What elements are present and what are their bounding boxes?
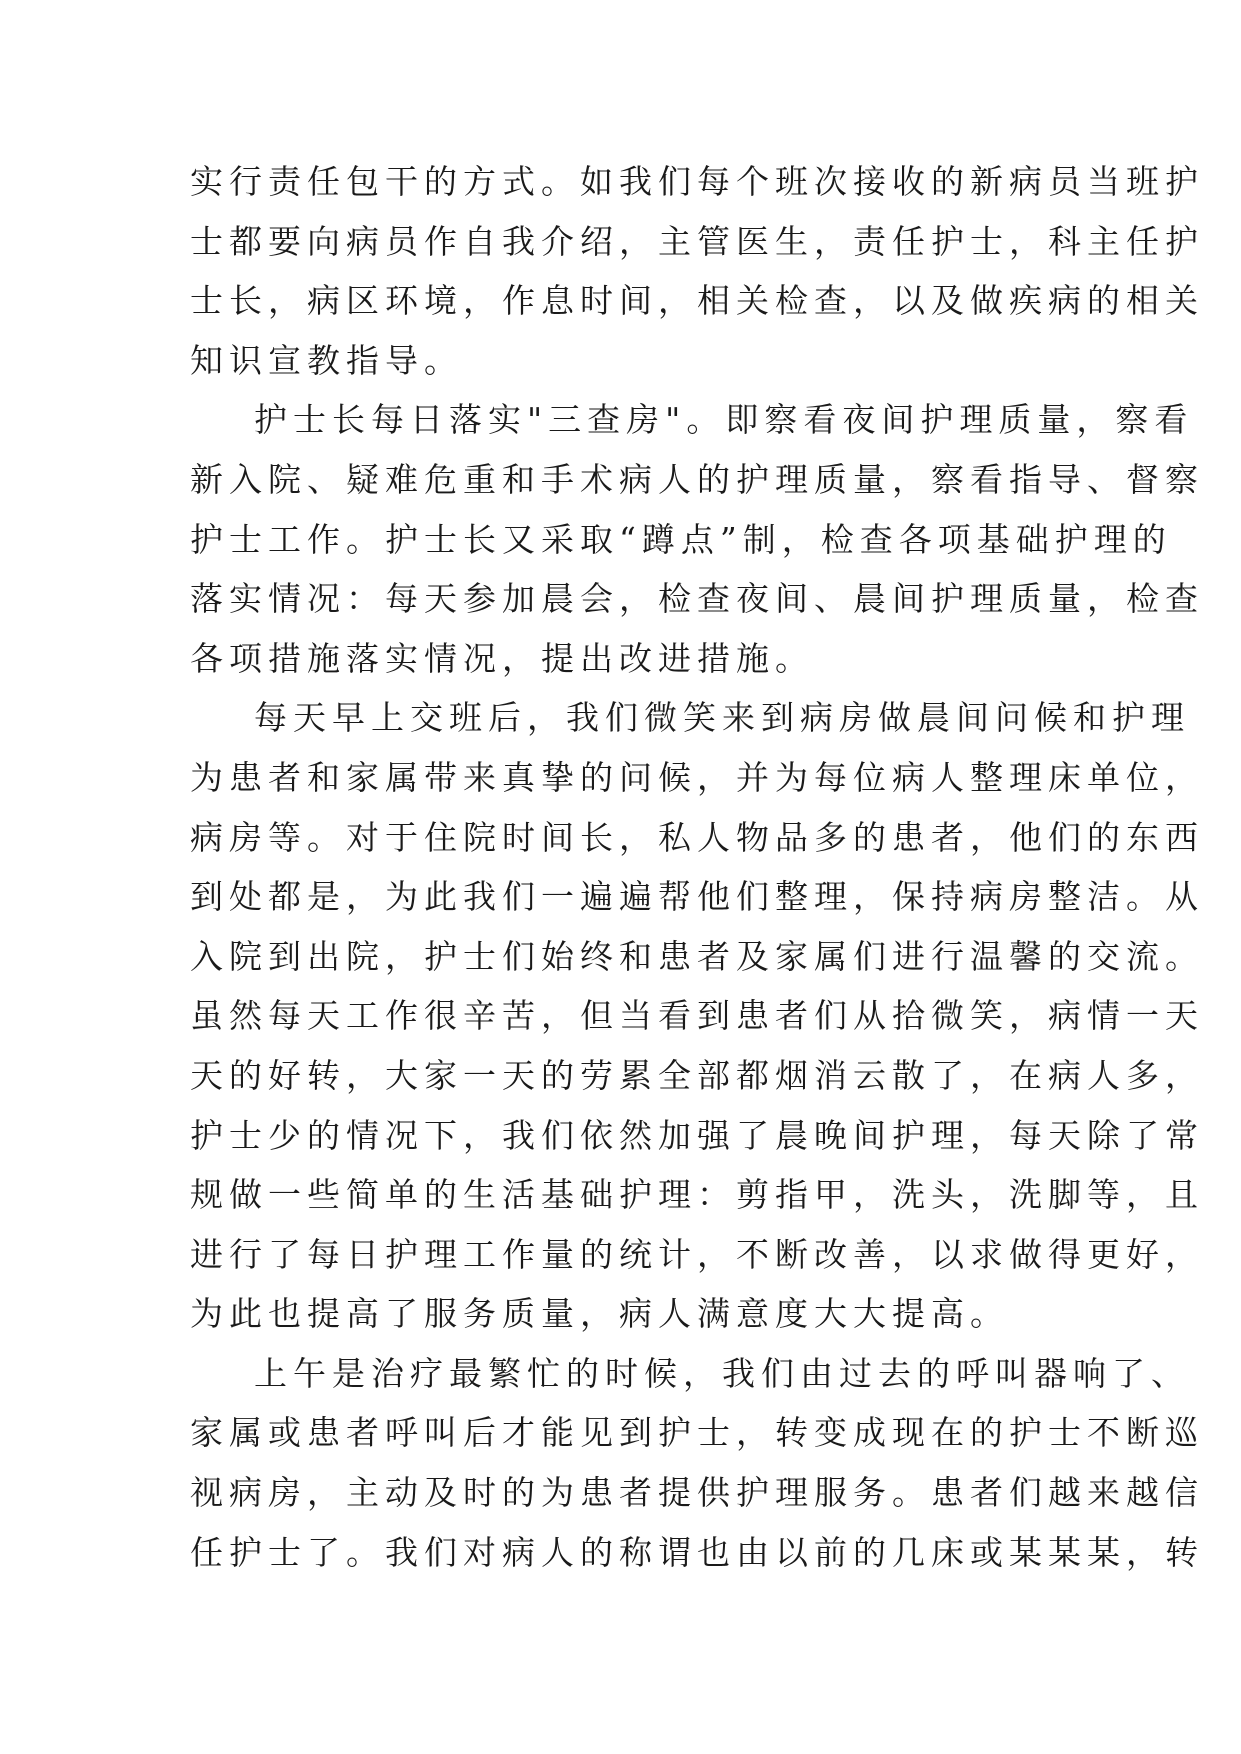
text-line: 进行了每日护理工作量的统计，不断改善，以求做得更好， — [190, 1234, 1204, 1274]
text-line: 士长，病区环境，作息时间，相关检查，以及做疾病的相关 — [190, 281, 1204, 321]
text-line: 任护士了。我们对病人的称谓也由以前的几床或某某某，转 — [190, 1532, 1204, 1572]
text-line: 家属或患者呼叫后才能见到护士，转变成现在的护士不断巡 — [190, 1413, 1204, 1453]
text-line: 到处都是，为此我们一遍遍帮他们整理，保持病房整洁。从 — [190, 877, 1204, 917]
paragraph-first-line: 护士长每日落实"三查房"。即察看夜间护理质量，察看 — [254, 400, 1194, 440]
text-line: 病房等。对于住院时间长，私人物品多的患者，他们的东西 — [190, 817, 1204, 857]
text-line: 实行责任包干的方式。如我们每个班次接收的新病员当班护 — [190, 162, 1204, 201]
text-line: 为此也提高了服务质量，病人满意度大大提高。 — [190, 1294, 1009, 1334]
text-line: 落实情况：每天参加晨会，检查夜间、晨间护理质量，检查 — [190, 579, 1204, 619]
paragraph-first-line: 每天早上交班后，我们微笑来到病房做晨间问候和护理 — [254, 698, 1190, 738]
text-line: 护士少的情况下，我们依然加强了晨晚间护理，每天除了常 — [190, 1115, 1204, 1155]
text-line: 知识宣教指导。 — [190, 340, 463, 380]
text-line: 士都要向病员作自我介绍，主管医生，责任护士，科主任护 — [190, 221, 1204, 261]
text-line: 视病房，主动及时的为患者提供护理服务。患者们越来越信 — [190, 1473, 1204, 1513]
text-line: 虽然每天工作很辛苦，但当看到患者们从拾微笑，病情一天 — [190, 996, 1204, 1036]
text-line: 入院到出院，护士们始终和患者及家属们进行温馨的交流。 — [190, 936, 1204, 976]
text-line: 护士工作。护士长又采取“蹲点”制，检查各项基础护理的 — [190, 519, 1172, 559]
text-line: 规做一些简单的生活基础护理：剪指甲，洗头，洗脚等，且 — [190, 1175, 1204, 1215]
text-line: 天的好转，大家一天的劳累全部都烟消云散了，在病人多， — [190, 1055, 1204, 1095]
text-line: 为患者和家属带来真挚的问候，并为每位病人整理床单位， — [190, 757, 1204, 797]
text-line: 各项措施落实情况，提出改进措施。 — [190, 638, 814, 678]
paragraph-first-line: 上午是治疗最繁忙的时候，我们由过去的呼叫器响了、 — [254, 1353, 1190, 1393]
document-body — [190, 152, 1204, 1582]
text-line: 新入院、疑难危重和手术病人的护理质量，察看指导、督察 — [190, 459, 1204, 499]
